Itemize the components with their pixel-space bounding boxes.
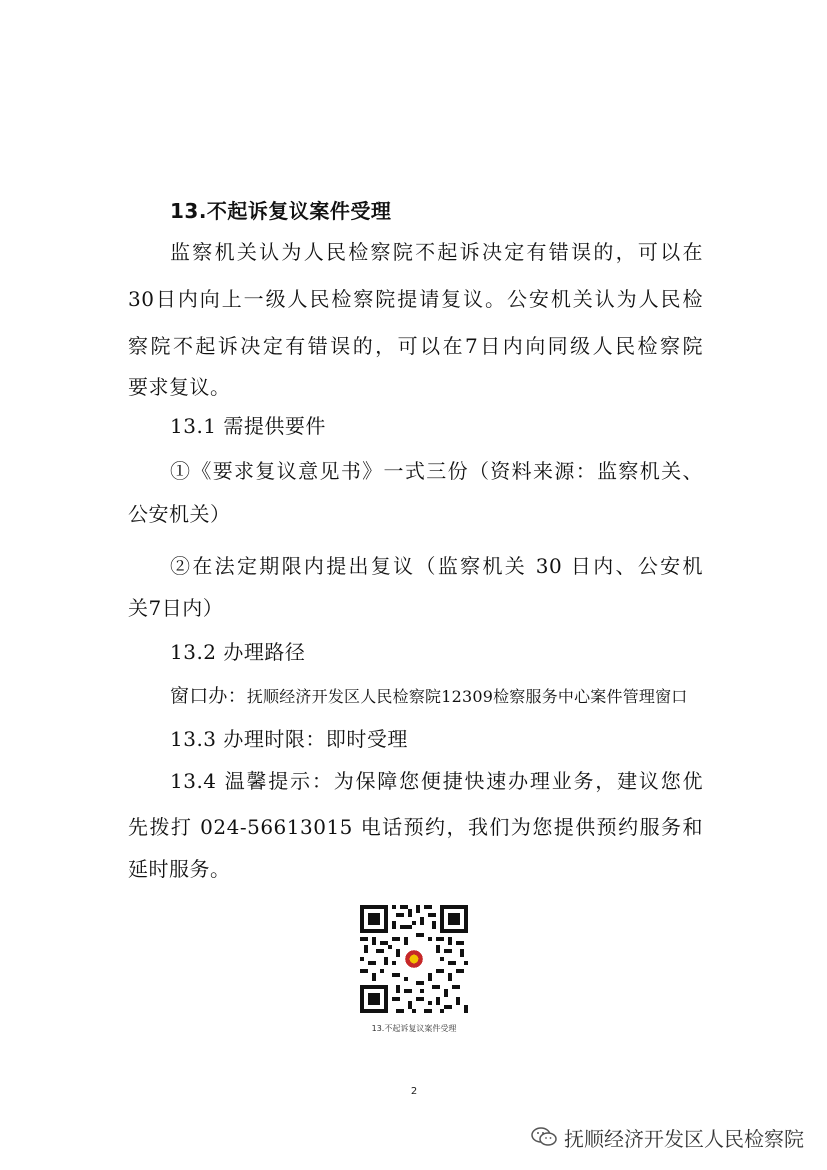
route-text: 抚顺经济开发区人民检察院12309检察服务中心案件管理窗口 bbox=[246, 687, 688, 706]
route-line bbox=[170, 684, 703, 709]
list-item-line: ②在法定期限内提出复议（监察机关 30 日内、公安机 bbox=[170, 554, 703, 578]
subsection-title: 13.1 需提供要件 bbox=[170, 414, 326, 438]
tip-line: 13.4 温馨提示：为保障您便捷快速办理业务，建议您优 bbox=[170, 769, 703, 793]
paragraph-line: 30日内向上一级人民检察院提请复议。公安机关认为人民检 bbox=[128, 287, 703, 311]
paragraph-line: 要求复议。 bbox=[128, 375, 231, 399]
qr-caption: 13.不起诉复议案件受理 bbox=[371, 1024, 457, 1033]
wechat-icon bbox=[530, 1126, 558, 1148]
qr-code bbox=[360, 905, 468, 1013]
subsection-title: 13.2 办理路径 bbox=[170, 640, 306, 664]
list-item-line: 关7日内） bbox=[128, 596, 224, 620]
watermark-text: 抚顺经济开发区人民检察院 bbox=[564, 1126, 804, 1151]
paragraph-line: 监察机关认为人民检察院不起诉决定有错误的，可以在 bbox=[170, 240, 703, 264]
qr-code-graphic bbox=[360, 905, 468, 1013]
route-label: 窗口办： bbox=[170, 685, 247, 707]
time-limit-line: 13.3 办理时限：即时受理 bbox=[170, 727, 408, 751]
page-number: 2 bbox=[410, 1086, 418, 1097]
watermark bbox=[530, 1122, 804, 1152]
section-heading: 13.不起诉复议案件受理 bbox=[170, 199, 392, 223]
tip-line: 延时服务。 bbox=[128, 857, 231, 881]
list-item-line: ①《要求复议意见书》一式三份（资料来源：监察机关、 bbox=[170, 459, 703, 483]
tip-line: 先拨打 024-56613015 电话预约，我们为您提供预约服务和 bbox=[128, 815, 703, 839]
list-item-line: 公安机关） bbox=[128, 502, 231, 526]
paragraph-line: 察院不起诉决定有错误的，可以在7日内向同级人民检察院 bbox=[128, 334, 703, 358]
